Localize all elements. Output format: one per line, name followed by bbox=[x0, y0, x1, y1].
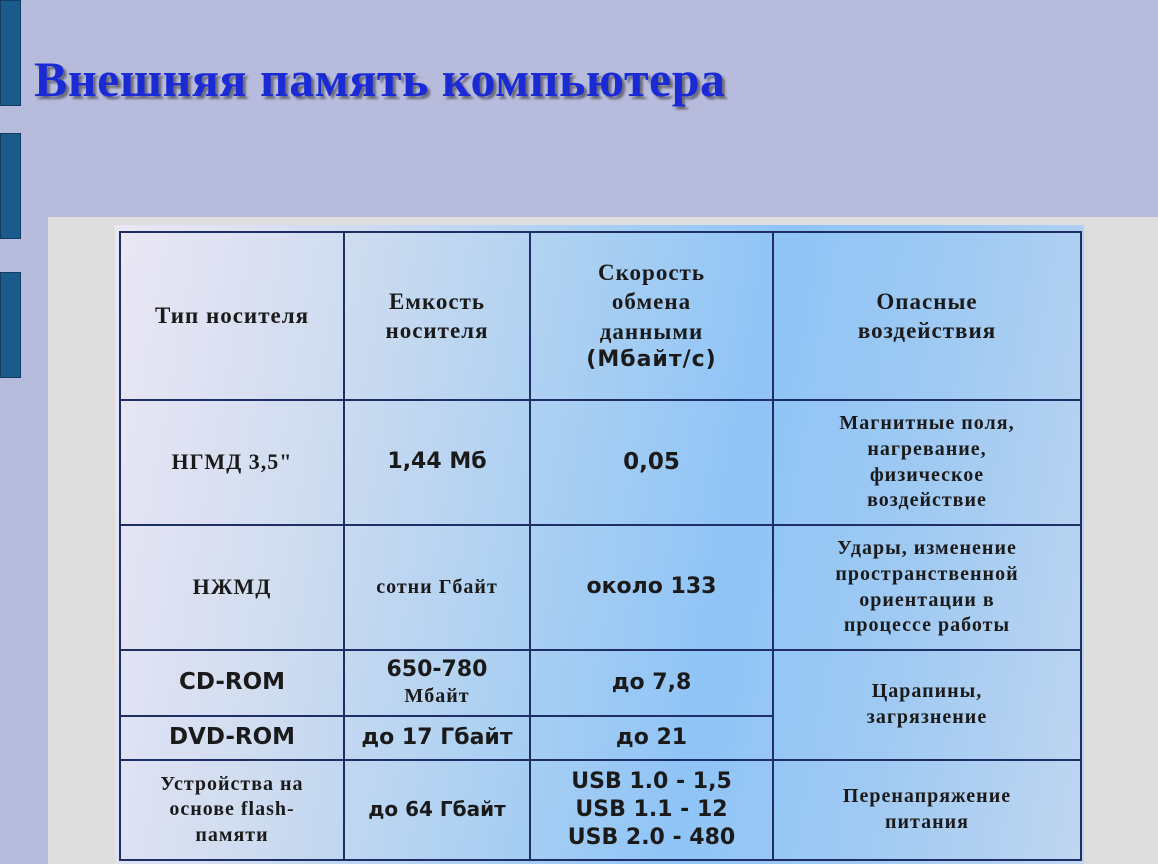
cell-fdd-capacity: 1,44 Мб bbox=[344, 400, 530, 525]
table-row-cdrom bbox=[120, 650, 1081, 716]
cell-flash-hazards: Перенапряжение питания bbox=[773, 760, 1081, 860]
cell-flash-speed: USB 1.0 - 1,5 USB 1.1 - 12 USB 2.0 - 480 bbox=[530, 760, 773, 860]
table-header-row bbox=[120, 232, 1081, 400]
accent-bar-middle bbox=[0, 133, 21, 239]
cell-fdd-speed: 0,05 bbox=[530, 400, 773, 525]
accent-bar-top bbox=[0, 0, 21, 106]
header-capacity: Емкость носителя bbox=[344, 232, 530, 400]
accent-bar-bottom bbox=[0, 272, 21, 378]
cell-optical-hazards: Царапины, загрязнение bbox=[773, 650, 1081, 760]
cell-flash-capacity: до 64 Гбайт bbox=[344, 760, 530, 860]
cell-hdd-speed: около 133 bbox=[530, 525, 773, 650]
slide-title: Внешняя память компьютера bbox=[34, 51, 726, 107]
header-media-type: Тип носителя bbox=[120, 232, 344, 400]
storage-comparison-table bbox=[119, 231, 1082, 861]
cell-dvdrom-capacity: до 17 Гбайт bbox=[344, 716, 530, 760]
cell-fdd-hazards: Магнитные поля, нагревание, физическое воздействие bbox=[773, 400, 1081, 525]
cell-cdrom-speed: до 7,8 bbox=[530, 650, 773, 716]
cell-hdd-hazards: Удары, изменение пространственной ориентации в процессе работы bbox=[773, 525, 1081, 650]
storage-table-background bbox=[115, 225, 1084, 864]
cell-hdd-type: НЖМД bbox=[120, 525, 344, 650]
cell-hdd-capacity: сотни Гбайт bbox=[344, 525, 530, 650]
header-speed: Скорость обмена данными (Мбайт/с) bbox=[530, 232, 773, 400]
header-hazards: Опасные воздействия bbox=[773, 232, 1081, 400]
table-row-hdd bbox=[120, 525, 1081, 650]
cell-cdrom-type: CD-ROM bbox=[120, 650, 344, 716]
table-row-flash bbox=[120, 760, 1081, 860]
table-row-fdd bbox=[120, 400, 1081, 525]
cell-flash-type: Устройства на основе flash- памяти bbox=[120, 760, 344, 860]
cell-dvdrom-type: DVD-ROM bbox=[120, 716, 344, 760]
cell-dvdrom-speed: до 21 bbox=[530, 716, 773, 760]
cell-fdd-type: НГМД 3,5" bbox=[120, 400, 344, 525]
cell-cdrom-capacity: 650-780 Мбайт bbox=[344, 650, 530, 716]
